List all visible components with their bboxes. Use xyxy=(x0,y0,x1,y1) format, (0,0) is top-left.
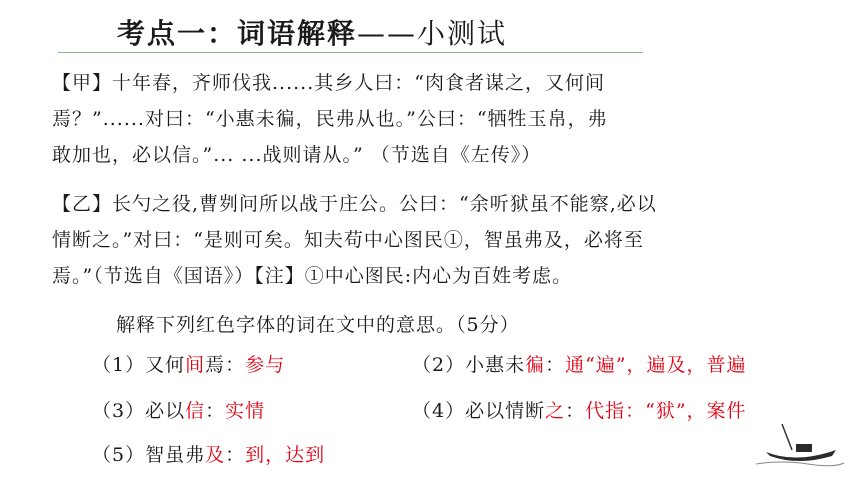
passage-line-3: 敢加也，必以信。”... ...战则请从。” （节选自《左传》） xyxy=(52,144,542,166)
passage-line-2: 焉？”......对曰：“小惠未徧，民弗从也。”公曰：“牺牲玉帛，弗 xyxy=(52,108,608,130)
highlight-word: 信 xyxy=(185,400,206,422)
passage-line-4: 【乙】长勺之役,曹刿问所以战于庄公。公曰：“余听狱虽不能察,必以 xyxy=(52,193,657,215)
question-4: （4）必以情断之：代指：“狱”，案件 xyxy=(412,400,747,422)
passage-line-6: 焉。”（节选自《国语》）【注】①中心图民:内心为百姓考虑。 xyxy=(52,265,573,287)
title-divider xyxy=(58,52,643,53)
highlight-word: 之 xyxy=(545,400,566,422)
passage-line-1: 【甲】十年春，齐师伐我......其乡人曰：“肉食者谋之，又何间 xyxy=(52,72,605,94)
highlight-word: 间 xyxy=(185,354,206,376)
question-3: （3）必以信：实情 xyxy=(92,400,266,422)
highlight-word: 徧 xyxy=(525,354,546,376)
answer: 代指：“狱”，案件 xyxy=(585,400,747,422)
page-title: 考点一：词语解释——小测试 xyxy=(117,17,508,50)
highlight-word: 及 xyxy=(205,444,226,466)
passage-line-5: 情断之。”对曰：“是则可矣。知夫苟中心图民①，智虽弗及，必将至 xyxy=(52,229,644,251)
boat-icon xyxy=(752,420,848,470)
instruction: 解释下列红色字体的词在文中的意思。（5分） xyxy=(116,314,520,336)
question-1: （1）又何间焉：参与 xyxy=(92,354,286,376)
question-5: （5）智虽弗及：到，达到 xyxy=(92,444,326,466)
question-2: （2）小惠未徧：通“遍”，遍及，普遍 xyxy=(412,354,747,376)
answer: 通“遍”，遍及，普遍 xyxy=(565,354,747,376)
answer: 到，达到 xyxy=(245,444,326,466)
answer: 参与 xyxy=(245,354,286,376)
answer: 实情 xyxy=(225,400,266,422)
